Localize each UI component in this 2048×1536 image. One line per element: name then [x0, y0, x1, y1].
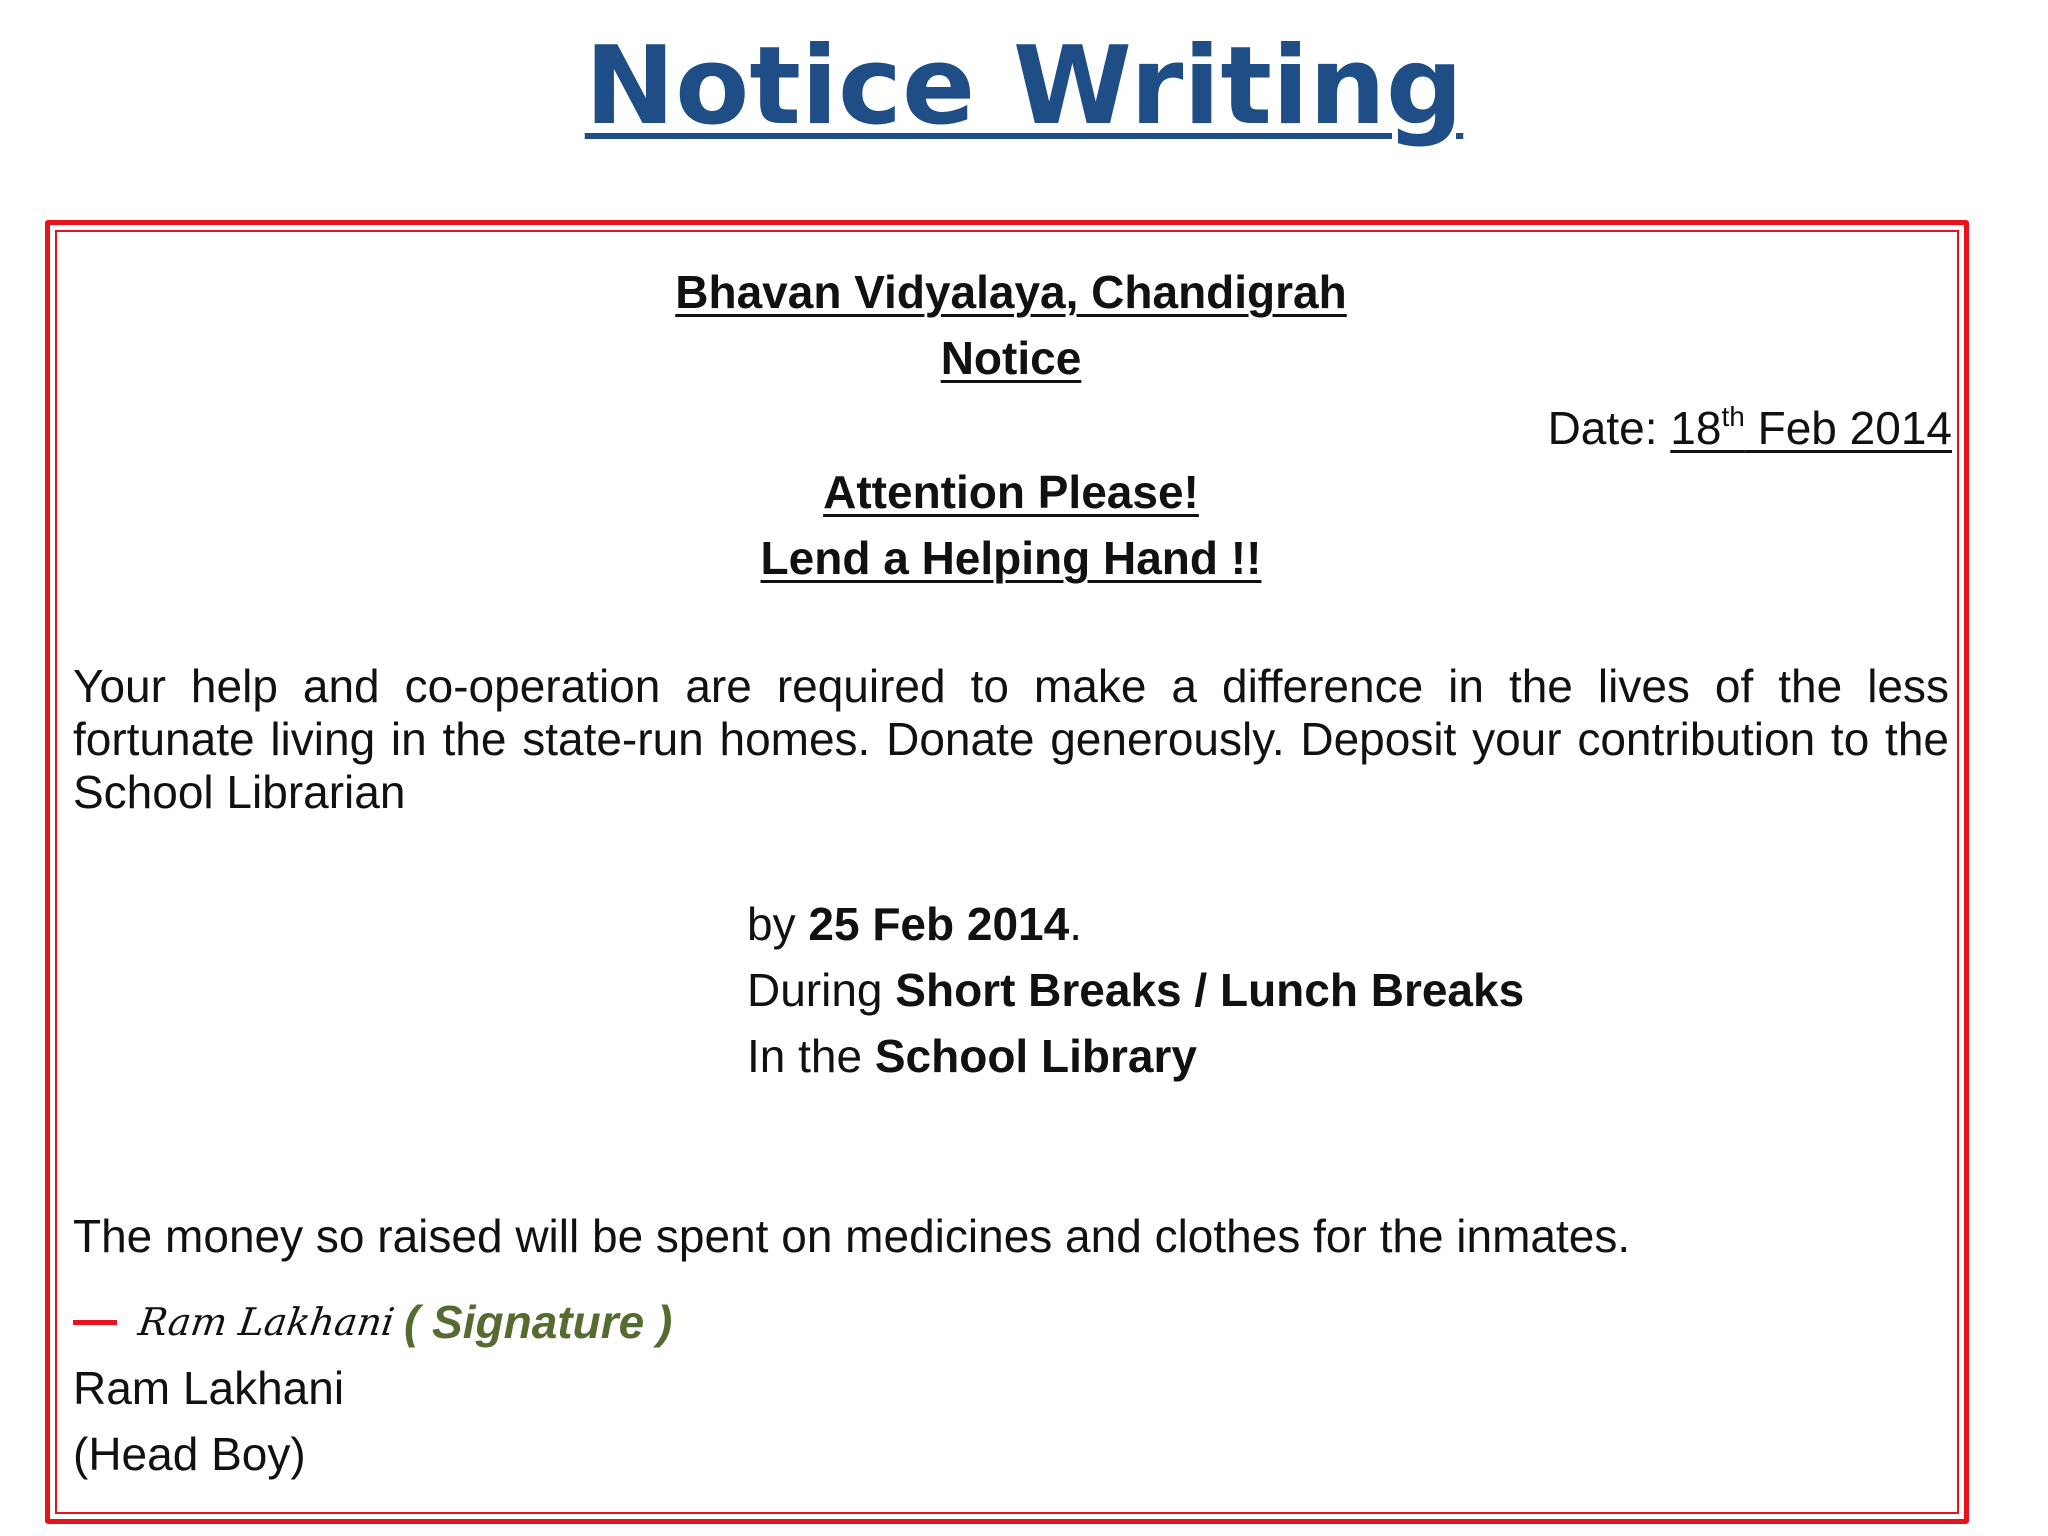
deadline-prefix: by [747, 898, 809, 950]
attention-line: Attention Please! [823, 466, 1199, 518]
signer-name: Ram Lakhani [73, 1362, 345, 1414]
date-day: 18 [1670, 402, 1722, 454]
signer-role: (Head Boy) [73, 1428, 306, 1480]
deadline-value: 25 Feb 2014 [808, 898, 1070, 950]
timing-value: Short Breaks / Lunch Breaks [895, 964, 1525, 1016]
school-name: Bhavan Vidyalaya, Chandigrah [675, 266, 1347, 318]
signature-caption: ( Signature ) [403, 1296, 673, 1348]
place-line [747, 1026, 1197, 1086]
date-suffix: th [1721, 401, 1745, 432]
date-label: Date: [1547, 402, 1671, 454]
subject-line: Lend a Helping Hand !! [760, 532, 1262, 584]
notice-heading: Notice [940, 332, 1082, 384]
page-title: Notice Writing [584, 24, 1464, 149]
timing-line [747, 960, 1524, 1020]
date-value [1670, 402, 1952, 454]
place-value: School Library [874, 1030, 1197, 1082]
place-prefix: In the [747, 1030, 875, 1082]
date-rest: Feb 2014 [1744, 402, 1952, 454]
signature-dash-icon [73, 1320, 117, 1325]
notice-date [1548, 398, 1952, 458]
closing-line: The money so raised will be spent on medicines and clothes for the inmates. [73, 1210, 1631, 1262]
deadline-line [747, 894, 1082, 954]
timing-prefix: During [747, 964, 896, 1016]
deadline-suffix: . [1069, 898, 1082, 950]
signature-script: Ram Lakhani [135, 1300, 398, 1344]
signature-row [73, 1292, 672, 1352]
notice-body: Your help and co-operation are required to make a difference in the lives of the less fortunate living in the state-run homes. Donate generously. Deposit your contribution to the School Librarian [73, 660, 1949, 818]
